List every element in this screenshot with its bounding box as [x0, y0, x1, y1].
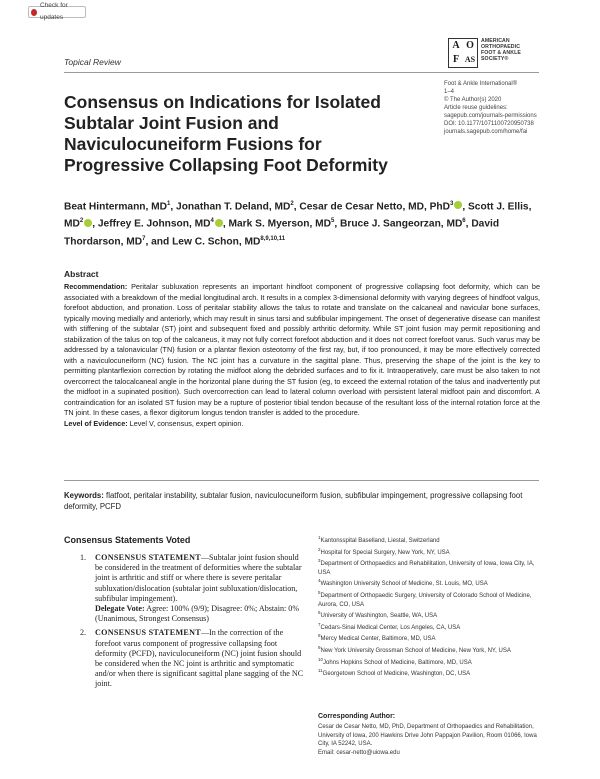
- affiliation-text: Kantonsspital Baselland, Liestal, Switzerland: [320, 538, 440, 544]
- affiliation-text: Georgetown School of Medicine, Washington, DC, USA: [322, 671, 471, 678]
- author-affiliation-ref: 2: [79, 218, 84, 225]
- author-affiliation-ref: 6: [462, 218, 466, 225]
- affiliation-item: [318, 546, 543, 558]
- affiliations: [318, 534, 543, 679]
- author-name: Mark S. Myerson, MD: [228, 218, 331, 230]
- keywords-text: flatfoot, peritalar instability, subtalar fusion, naviculocuneiform fusion, subfibular impingement, progressive collapsing foot deformity, PCFD: [64, 491, 523, 511]
- logo-letter: F: [452, 54, 460, 65]
- logo-letter: AS: [464, 55, 476, 64]
- logo-letter: A: [452, 40, 460, 51]
- author-name: Cesar de Cesar Netto, MD, PhD: [299, 201, 450, 213]
- consensus-strength: (Unanimous, Strongest Consensus): [95, 614, 209, 624]
- corresponding-author-heading: Corresponding Author:: [318, 713, 396, 720]
- author-affiliation-ref: 4: [210, 218, 214, 225]
- article-title: Consensus on Indications for Isolated Subtalar Joint Fusion and Naviculocuneiform Fusions for Progressive Collapsing Foot Deformity: [64, 92, 388, 175]
- affiliation-text: Hospital for Special Surgery, New York, NY, USA: [320, 549, 450, 556]
- check-for-updates-badge[interactable]: [28, 2, 86, 21]
- list-item-number: 1.: [80, 553, 87, 562]
- level-of-evidence-label: Level of Evidence:: [64, 418, 128, 428]
- doi[interactable]: DOI: 10.1177/1071100720950738: [444, 121, 534, 127]
- affiliation-number: 8: [318, 633, 321, 639]
- check-updates-icon: [31, 9, 37, 16]
- header-divider: [64, 72, 539, 73]
- author-name: Lew C. Schon, MD: [172, 236, 261, 248]
- author-separator: ,: [293, 201, 300, 213]
- corresponding-author-text: Cesar de Cesar Netto, MD, PhD, Department of Orthopaedics and Rehabilitation, University of Iowa, 200 Hawkins Drive John Pappajon Pavilion, Room 01066, Iowa City, IA 52242, USA.: [318, 724, 537, 748]
- author-name: Jonathan T. Deland, MD: [176, 201, 291, 213]
- list-item-number: 2.: [80, 628, 87, 638]
- author-name: Bruce J. Sangeorzan, MD: [340, 218, 463, 230]
- statement-text: —Subtalar joint fusion should be considered in the treatment of deformities where the subtalar joint is arthritic and stiff or where there is severe peritalar subluxation/dislocation (subtalar joint subluxation/dislocation, subfibular impingement).: [95, 553, 302, 603]
- affiliation-item: [318, 621, 543, 633]
- affiliation-number: 4: [318, 578, 321, 584]
- affiliation-text: University of Washington, Seattle, WA, USA: [320, 613, 438, 620]
- copyright: © The Author(s) 2020: [444, 97, 502, 103]
- affiliation-text: Washington University School of Medicine, St. Louis, MO, USA: [320, 581, 488, 588]
- author-separator: ,: [222, 218, 229, 230]
- author-name: Scott J. Ellis, MD: [64, 201, 532, 230]
- author-affiliation-ref: 2: [290, 201, 294, 207]
- affiliation-number: 10: [318, 656, 324, 662]
- author-separator: ,: [465, 218, 472, 230]
- affiliation-number: 7: [318, 621, 321, 627]
- affiliation-item: [318, 589, 543, 609]
- author-separator: ,: [92, 218, 98, 230]
- vote-text: Agree: 100% (9/9); Disagree: 0%; Abstain: 0%: [144, 604, 300, 614]
- consensus-list: [80, 553, 305, 694]
- affiliation-item: [318, 577, 543, 589]
- abstract-heading: Abstract: [64, 269, 99, 279]
- affiliation-item: [318, 557, 543, 577]
- consensus-heading: Consensus Statements Voted: [64, 535, 191, 545]
- author-list: [64, 197, 544, 249]
- author-name: David Thordarson, MD: [64, 218, 500, 248]
- affiliation-text: Department of Orthopaedic Surgery, University of Colorado School of Medicine, Aurora, CO, USA: [318, 592, 532, 608]
- affiliation-item: [318, 534, 543, 546]
- affiliation-text: Johns Hopkins School of Medicine, Baltimore, MD, USA: [323, 659, 472, 666]
- author-name: Beat Hintermann, MD: [64, 201, 168, 213]
- list-item: [80, 628, 305, 689]
- section-label: Topical Review: [64, 57, 121, 67]
- affiliation-item: [318, 632, 543, 644]
- affiliation-number: 2: [318, 546, 321, 552]
- author-separator: ,: [170, 201, 177, 213]
- statement-text: —In the correction of the forefoot varus component of progressive collapsing foot deformity (PCFD), naviculocuneiform (NC) joint fusion should be considered when the NC joint is arthritic and symptomatic and/or when there is significant sagittal plane sagging of the NC joint.: [95, 628, 304, 689]
- journal-home-link[interactable]: journals.sagepub.com/home/fai: [444, 129, 528, 135]
- abstract-body: [64, 282, 540, 429]
- affiliation-number: 1: [318, 535, 321, 540]
- affiliation-text: Department of Orthopaedics and Rehabilitation, University of Iowa, Iowa City, IA, USA: [318, 561, 535, 576]
- author-affiliation-ref: 7: [142, 235, 146, 242]
- aofas-logo: [448, 38, 542, 68]
- affiliation-number: 6: [318, 610, 321, 616]
- statement-label: CONSENSUS STATEMENT: [95, 553, 201, 562]
- logo-line: ORTHOPAEDIC: [481, 44, 521, 50]
- list-item-body: [95, 553, 305, 624]
- author-affiliation-ref: 5: [331, 218, 335, 225]
- affiliation-text: New York University Grossman School of Medicine, New York, NY, USA: [320, 647, 511, 654]
- level-of-evidence-text: Level V, consensus, expert opinion.: [127, 418, 244, 428]
- logo-line: AMERICAN: [481, 38, 510, 44]
- reuse-label: Article reuse guidelines:: [444, 105, 508, 111]
- affiliation-number: 11: [318, 668, 323, 674]
- recommendation-label: Recommendation:: [64, 282, 128, 291]
- affiliation-text: Cedars-Sinai Medical Center, Los Angeles, CA, USA: [320, 624, 461, 631]
- author-separator: ,: [334, 218, 341, 230]
- affiliation-number: 9: [318, 644, 321, 650]
- logo-letter: O: [466, 40, 474, 51]
- affiliation-item: [318, 656, 543, 668]
- orcid-icon[interactable]: [215, 219, 223, 227]
- corresponding-author: [318, 723, 543, 757]
- vote-label: Delegate Vote:: [95, 604, 145, 614]
- check-updates-label: Check for updates: [39, 2, 68, 21]
- statement-label: CONSENSUS STATEMENT: [95, 628, 201, 638]
- orcid-icon[interactable]: [84, 219, 92, 227]
- logo-line: SOCIETY®: [481, 56, 509, 62]
- author-affiliation-ref: 1: [167, 201, 171, 207]
- journal-pages: 1–4: [444, 89, 455, 95]
- affiliation-number: 3: [318, 558, 321, 564]
- journal-meta: [444, 80, 554, 136]
- author-name: Jeffrey E. Johnson, MD: [97, 218, 211, 230]
- keywords-label: Keywords:: [64, 491, 104, 500]
- reuse-link[interactable]: sagepub.com/journals-permissions: [444, 113, 537, 119]
- author-affiliation-ref: 8,9,10,11: [260, 235, 286, 242]
- author-separator: , and: [145, 236, 173, 248]
- journal-name: Foot & Ankle International®: [444, 81, 518, 87]
- logo-mark: [448, 38, 478, 68]
- logo-line: FOOT & ANKLE: [481, 50, 521, 56]
- corresponding-author-email[interactable]: Email: cesar-netto@uiowa.edu: [318, 749, 400, 756]
- recommendation-text: Peritalar subluxation represents an important hindfoot component of progressive collapsing foot deformity, which can be associated with a breakdown of the medial longitudinal arch. It results in a complex 3-dimensional deformity with varying degrees of hindfoot valgus, forefoot abduction, and pronation. Loss of peritalar stability allows the talus to rotate and translate on the calcaneal and navicular bone surfaces, typically moving medially and anteriorly, which may result in sinus tarsi and subfibular impingement. The onset of degenerative disease can manifest with stiffening of the subtalar (ST) joint and subsequent fixed and possibly arthritic deformity. While ST joint fusion may permit repositioning and stabilization of the talus on top of the calcaneus, it may not fully correct forefoot abduction and it does not correct forefoot varus. Such varus may be addressed by a talonavicular (TN) fusion or a plantar flexion osteotomy of the first ray, but, if too pronounced, it may be more effectively corrected with a naviculocuneiform (NC) fusion. The NC joint has a curvature in the sagittal plane. Thus, preserving the shape of the joint is the key to permitting plantarflexion correction by rotating the midfoot along the debrided surfaces and to fix it. Intraoperatively, care must be also taken to not overcorrect the talocalcaneal angle in the horizontal plane during the ST fusion (eg, to exceed the external rotation of the talus and inadvertently put the midfoot in a supinated position). Such overcorrection can lead to lateral column overload with persistent lateral midfoot pain and discomfort. A contraindication for an isolated ST fusion may be a rupture of posterior tibial tendon because of the resultant loss of the internal rotation force at the TN joint. In these cases, a flexor digitorum longus tendon transfer is added to the procedure.: [64, 282, 540, 417]
- list-item-body: [95, 628, 305, 689]
- list-item: [80, 553, 305, 624]
- affiliation-text: Mercy Medical Center, Baltimore, MD, USA: [320, 636, 436, 643]
- logo-text: [481, 38, 521, 68]
- abstract-divider: [64, 480, 539, 481]
- keywords: [64, 491, 540, 512]
- affiliation-number: 5: [318, 589, 321, 595]
- affiliation-item: [318, 667, 543, 679]
- author-affiliation-ref: 3: [450, 201, 454, 207]
- affiliation-item: [318, 644, 543, 656]
- author-separator: ,: [462, 201, 469, 213]
- affiliation-item: [318, 609, 543, 621]
